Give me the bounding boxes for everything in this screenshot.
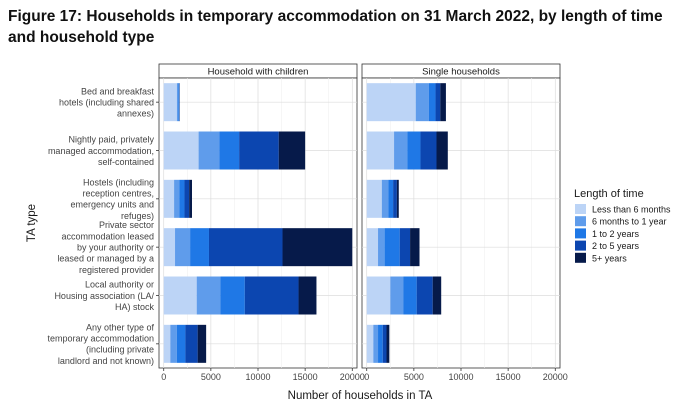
bar-segment	[367, 277, 391, 315]
category-label: accommodation leased	[61, 231, 154, 242]
bar-segment	[420, 132, 436, 170]
category-label: Private sector	[98, 220, 154, 231]
bar-segment	[388, 180, 393, 218]
category-label: temporary accommodation	[47, 333, 154, 344]
bar-segment	[197, 277, 221, 315]
bar-segment	[239, 132, 279, 170]
bar-segment	[367, 228, 378, 266]
bar-segment	[174, 180, 179, 218]
category-label: by your authority or	[76, 242, 154, 253]
category-label: HA) stock	[114, 302, 154, 312]
figure-title: Figure 17: Households in temporary accommodation on 31 March 2022, by length of time and household type	[8, 8, 663, 46]
bar-segment	[390, 277, 403, 315]
bar-segment	[184, 180, 189, 218]
panel-strip-label: Household with children	[207, 66, 309, 78]
bar-segment	[299, 277, 317, 315]
category-label: (including private	[85, 344, 154, 355]
bar-segment	[279, 132, 305, 170]
y-axis-title: TA type	[26, 203, 38, 243]
bar-segment	[407, 132, 420, 170]
bar-segment	[417, 277, 433, 315]
x-tick-label: 0	[364, 372, 370, 382]
legend-key	[575, 228, 586, 238]
bar-segment	[185, 325, 197, 363]
category-label: Any other type of	[85, 322, 154, 333]
bar-segment	[178, 83, 179, 121]
bar-segment	[367, 83, 416, 121]
x-tick-label: 5000	[200, 372, 221, 382]
bar-segment	[436, 83, 441, 121]
x-tick-label: 5000	[403, 372, 424, 382]
category-label: self-contained	[97, 157, 154, 167]
bar-segment	[170, 325, 177, 363]
bar-segment	[387, 325, 390, 363]
bar-segment	[416, 83, 429, 121]
category-label: refuges)	[120, 210, 154, 221]
bar-segment	[410, 228, 419, 266]
x-tick-label: 15000	[495, 372, 521, 382]
bar-segment	[164, 180, 174, 218]
x-tick-label: 10000	[448, 372, 474, 382]
bar-segment	[199, 132, 220, 170]
category-label: hotels (including shared	[58, 97, 154, 108]
category-label: registered provider	[78, 264, 154, 275]
bar-segment	[403, 277, 416, 315]
legend-key	[575, 241, 586, 251]
category-label: Hostels (including	[82, 177, 154, 188]
x-tick-label: 20000	[542, 372, 568, 382]
category-label: Housing association (LA/	[54, 290, 154, 301]
legend-key	[575, 216, 586, 226]
bar-segment	[164, 277, 197, 315]
legend-title: Length of time	[574, 188, 644, 200]
bar-segment	[209, 228, 283, 266]
bar-segment	[189, 180, 192, 218]
bar-segment	[177, 83, 178, 121]
bar-segment	[367, 132, 394, 170]
x-tick-label: 15000	[292, 372, 318, 382]
bar-segment	[179, 180, 184, 218]
category-label: Bed and breakfast	[80, 86, 154, 97]
panel-strip-label: Single households	[422, 66, 500, 78]
bar-segment	[190, 228, 209, 266]
category-label: Local authority or	[84, 279, 154, 290]
bar-segment	[164, 228, 175, 266]
category-label: emergency units and	[70, 199, 154, 210]
bar-segment	[175, 228, 190, 266]
x-tick-label: 20000	[339, 372, 365, 382]
bar-segment	[378, 228, 385, 266]
bar-segment	[397, 180, 399, 218]
legend-label: 1 to 2 years	[592, 228, 640, 239]
bar-segment	[198, 325, 206, 363]
legend-label: 6 months to 1 year	[592, 216, 667, 227]
bar-segment	[367, 325, 374, 363]
category-label: leased or managed by a	[57, 253, 154, 264]
x-tick-label: 10000	[245, 372, 271, 382]
category-label: managed accommodation,	[47, 145, 154, 156]
bar-segment	[382, 180, 389, 218]
bar-segment	[367, 180, 382, 218]
category-label: reception centres,	[82, 188, 154, 199]
bar-segment	[400, 228, 410, 266]
bar-segment	[440, 83, 446, 121]
legend-label: 2 to 5 years	[592, 241, 640, 252]
legend-label: Less than 6 months	[592, 204, 671, 215]
bar-segment	[164, 325, 171, 363]
category-label: annexes)	[116, 108, 154, 119]
bar-segment	[378, 325, 383, 363]
bar-segment	[433, 277, 441, 315]
bar-segment	[385, 228, 400, 266]
legend-label: 5+ years	[592, 253, 627, 264]
category-label: landlord and not known)	[57, 355, 154, 366]
bar-segment	[394, 132, 407, 170]
x-axis-title: Number of households in TA	[287, 390, 433, 402]
bar-segment	[219, 132, 239, 170]
bar-segment	[164, 83, 177, 121]
bar-segment	[373, 325, 378, 363]
bar-segment	[220, 277, 245, 315]
bar-segment	[436, 132, 447, 170]
bar-segment	[164, 132, 199, 170]
bar-segment	[245, 277, 299, 315]
category-label: Nightly paid, privately	[68, 134, 154, 145]
bar-segment	[383, 325, 387, 363]
legend-key	[575, 253, 586, 263]
bar-segment	[177, 325, 185, 363]
legend	[574, 188, 671, 263]
bar-segment	[283, 228, 353, 266]
legend-key	[575, 204, 586, 214]
x-tick-label: 0	[161, 372, 167, 382]
bar-segment	[393, 180, 397, 218]
bar-segment	[429, 83, 436, 121]
